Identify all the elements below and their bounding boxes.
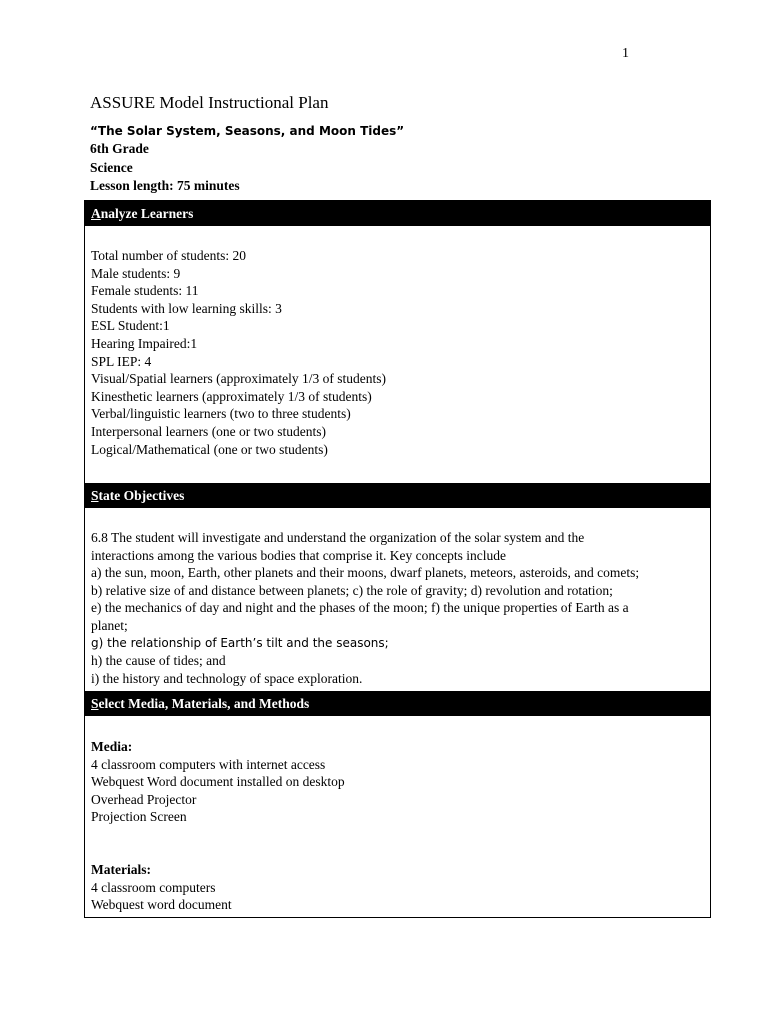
lesson-name: “The Solar System, Seasons, and Moon Tides” [90, 124, 405, 138]
objective-line: e) the mechanics of day and night and the phases of the moon; f) the unique properties of Earth as a [91, 600, 629, 616]
learner-stat-line: Logical/Mathematical (one or two students) [91, 441, 328, 457]
learner-stat-line: SPL IEP: 4 [91, 353, 152, 369]
learner-stat-line: Visual/Spatial learners (approximately 1/3 of students) [91, 371, 386, 387]
learner-stat-line: Total number of students: 20 [91, 248, 247, 263]
materials-item: 4 classroom computers [91, 879, 216, 895]
media-item: 4 classroom computers with internet access [91, 756, 326, 772]
objective-line: 6.8 The student will investigate and understand the organization of the solar system and the [91, 530, 585, 545]
media-item: Overhead Projector [91, 791, 197, 807]
lesson-length: Lesson length: 75 minutes [90, 177, 240, 193]
objective-line: i) the history and technology of space exploration. [91, 670, 363, 686]
objective-line: interactions among the various bodies that comprise it. Key concepts include [91, 547, 507, 563]
learner-stat-line: Kinesthetic learners (approximately 1/3 of students) [91, 388, 372, 404]
media-header-rest: elect Media, Materials, and Methods [98, 696, 310, 711]
objective-line: a) the sun, moon, Earth, other planets and their moons, dwarf planets, meteors, asteroids, and comets; [91, 565, 640, 581]
document-title: ASSURE Model Instructional Plan [90, 93, 329, 112]
blank-line [91, 826, 705, 844]
analyze-header-rest: nalyze Learners [100, 206, 194, 221]
assure-plan-table [84, 200, 711, 918]
learner-stat-line: ESL Student:1 [91, 318, 170, 334]
learner-stat-line: Verbal/linguistic learners (two to three students) [91, 406, 351, 422]
media-item: Webquest Word document installed on desktop [91, 774, 345, 790]
learner-stat-line: Interpersonal learners (one or two students) [91, 423, 327, 439]
objective-line: g) the relationship of Earth’s tilt and the seasons; [91, 635, 389, 650]
materials-heading: Materials: [91, 862, 151, 878]
analyze-learners-header [85, 201, 710, 226]
media-item: Projection Screen [91, 809, 187, 825]
objective-line: planet; [91, 617, 128, 633]
blank-line [91, 844, 705, 862]
subject: Science [90, 159, 133, 175]
select-media-body [91, 738, 705, 914]
objectives-header-rest: tate Objectives [98, 488, 185, 503]
analyze-header-initial: A [91, 206, 101, 221]
media-heading: Media: [91, 739, 133, 754]
materials-item: Webquest word document [91, 897, 232, 913]
learner-stat-line: Students with low learning skills: 3 [91, 300, 282, 316]
objective-line: b) relative size of and distance between planets; c) the role of gravity; d) revolution and rotation; [91, 582, 613, 598]
select-media-header [85, 691, 710, 716]
objective-line: h) the cause of tides; and [91, 653, 226, 669]
learner-stat-line: Hearing Impaired:1 [91, 335, 198, 351]
media-header-initial: S [91, 696, 99, 711]
state-objectives-header [85, 483, 710, 508]
learner-stat-line: Male students: 9 [91, 265, 181, 281]
lesson-meta [90, 122, 404, 195]
page-number: 1 [622, 46, 629, 61]
objectives-header-initial: S [91, 488, 99, 503]
grade-level: 6th Grade [90, 141, 149, 157]
analyze-learners-body [91, 247, 705, 458]
state-objectives-body [91, 529, 705, 687]
learner-stat-line: Female students: 11 [91, 283, 199, 299]
